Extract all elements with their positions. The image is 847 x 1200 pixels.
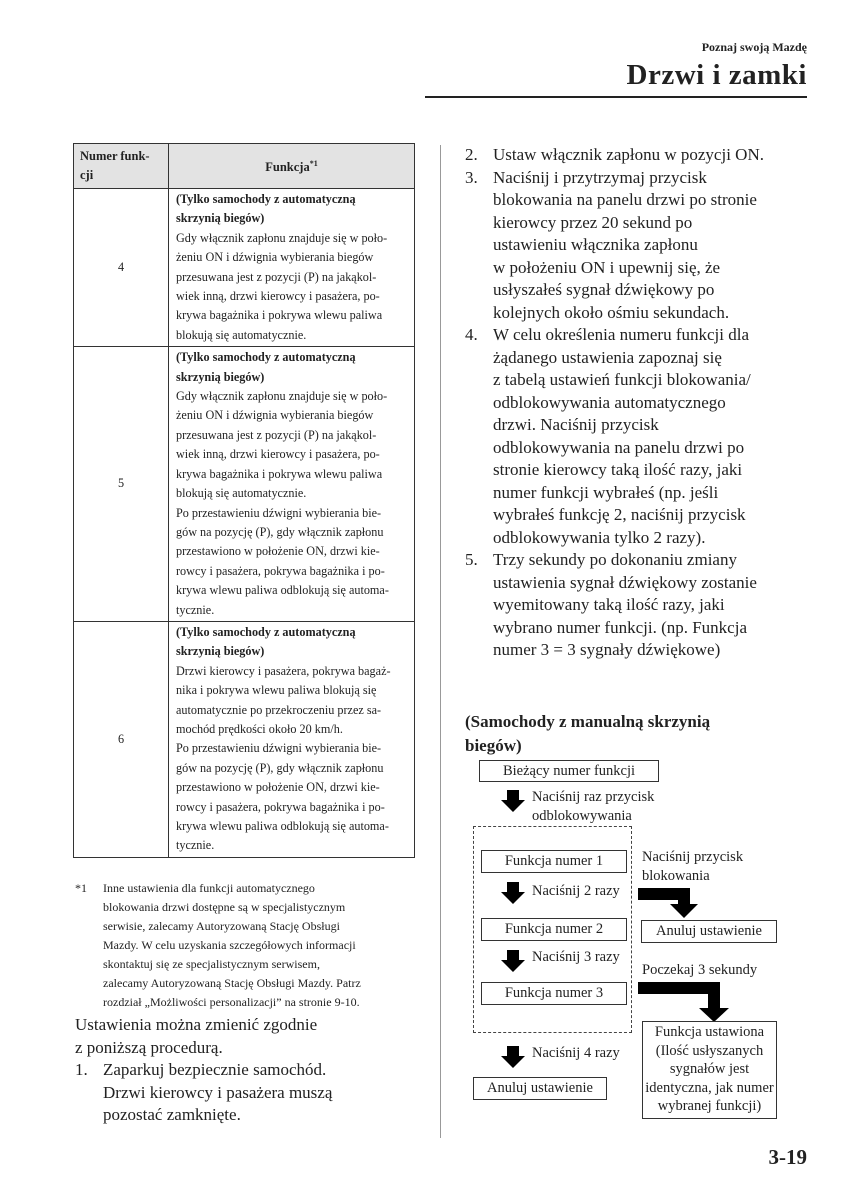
manual-heading-line: biegów) <box>465 736 522 755</box>
function-text-line: przesuwana jest z pozycji (P) na jakąkol- <box>176 269 377 284</box>
function-text-line: nika i pokrywa wlewu paliwa blokują się <box>176 683 377 698</box>
function-number: 6 <box>74 621 169 857</box>
function-set-line: Funkcja ustawiona <box>654 1024 765 1040</box>
function-text-line: tycznie. <box>176 838 215 853</box>
step-line: W celu określenia numeru funkcji dla <box>493 325 750 344</box>
step-number: 3. <box>465 167 478 187</box>
step-line: numer 3 = 3 sygnały dźwiękowe) <box>493 640 721 659</box>
function-3-box: Funkcja numer 3 <box>481 982 627 1005</box>
function-text-line: Drzwi kierowcy i pasażera, pokrywa bagaż- <box>176 663 391 678</box>
step-line: stronie kierowcy taką ilość razy, jaki <box>493 460 743 479</box>
function-heading-line: skrzynią biegów) <box>176 211 265 226</box>
step-line: wybrano numer funkcji. (np. Funkcja <box>493 617 747 637</box>
press-lock-line: blokowania <box>642 868 710 884</box>
section-label: Poznaj swoją Mazdę <box>701 40 807 54</box>
press-4-label: Naciśnij 4 razy <box>532 1045 620 1061</box>
function-text-line: rowcy i pasażera, pokrywa bagażnika i po- <box>176 799 385 814</box>
press-lock-label <box>642 848 743 886</box>
step-line: z tabelą ustawień funkcji blokowania/ <box>493 370 751 389</box>
press-3-label: Naciśnij 3 razy <box>532 949 620 965</box>
press-unlock-once-label <box>532 788 654 826</box>
arrow-bent-wait <box>638 982 729 1022</box>
step-line: wybrałeś funkcję 2, naciśnij przycisk <box>493 505 746 524</box>
function-text-line: tycznie. <box>176 602 215 617</box>
function-text-line: mochód prędkości około 20 km/h. <box>176 721 343 736</box>
page-title: Drzwi i zamki <box>626 59 807 91</box>
function-text-line: rowcy i pasażera, pokrywa bagażnika i po- <box>176 563 385 578</box>
function-text-line: krywa bagażnika i pokrywa wlewu paliwa <box>176 308 383 323</box>
function-text-line: żeniu ON i dźwignia wybierania biegów <box>176 250 374 265</box>
step-line: usłyszałeś sygnał dźwiękowy po <box>493 280 715 299</box>
function-heading-line: (Tylko samochody z automatyczną <box>176 192 356 206</box>
function-text-line: przesuwana jest z pozycji (P) na jakąkol- <box>176 427 377 442</box>
cancel-box-right: Anuluj ustawienie <box>641 920 777 943</box>
cancel-box-left: Anuluj ustawienie <box>473 1077 607 1100</box>
manual-heading-line: (Samochody z manualną skrzynią <box>465 712 711 731</box>
arrow-down-4 <box>501 1046 525 1068</box>
function-text-line: Po przestawieniu dźwigni wybierania bie- <box>176 741 382 756</box>
step-line: kierowcy przez 20 sekund po <box>493 212 693 232</box>
footnote-line: Mazdy. W celu uzyskania szczegółowych informacji <box>103 938 356 952</box>
function-text-line: krywa wlewu paliwa odblokują się automa- <box>176 583 389 598</box>
function-set-line: identyczna, jak numer <box>645 1079 774 1096</box>
function-text-line: gów na pozycję (P), gdy włącznik zapłonu <box>176 524 384 539</box>
step-line: ustawienia sygnał dźwiękowy zostanie <box>493 572 757 592</box>
function-heading-line: skrzynią biegów) <box>176 369 265 384</box>
press-2-label: Naciśnij 2 razy <box>532 883 620 899</box>
function-text-line: Po przestawieniu dźwigni wybierania bie- <box>176 505 382 520</box>
footnote-line: serwisie, zalecamy Autoryzowaną Stację Obsługi <box>103 919 340 933</box>
step-number: 1. <box>75 1060 88 1079</box>
table-header-function: Funkcja$^{*1}$ <box>169 144 415 189</box>
function-1-box: Funkcja numer 1 <box>481 850 627 873</box>
step-line: kolejnych około ośmiu sekundach. <box>493 302 730 322</box>
press-unlock-line: odblokowywania <box>532 808 632 824</box>
function-number: 4 <box>74 189 169 347</box>
step-line: Naciśnij i przytrzymaj przycisk <box>493 167 707 187</box>
step-number: 2. <box>465 145 478 164</box>
arrow-down-2 <box>501 882 525 904</box>
step-line: Ustaw włącznik zapłonu w pozycji ON. <box>493 145 764 164</box>
function-2-box: Funkcja numer 2 <box>481 918 627 941</box>
step-line: w położeniu ON i upewnij się, że <box>493 257 721 277</box>
function-text-line: Gdy włącznik zapłonu znajduje się w poło- <box>176 230 388 245</box>
arrow-down-1 <box>501 790 525 812</box>
step-line: blokowania na panelu drzwi po stronie <box>493 190 757 209</box>
arrow-down-3 <box>501 950 525 972</box>
function-number: 5 <box>74 347 169 622</box>
intro-line: z poniższą procedurą. <box>75 1037 223 1057</box>
function-set-line: wybranej funkcji) <box>657 1098 762 1114</box>
wait-3-seconds-label: Poczekaj 3 sekundy <box>642 962 758 978</box>
arrow-bent-lock <box>638 888 698 918</box>
step-number: 4. <box>465 325 478 344</box>
step-line: żądanego ustawienia zapoznaj się <box>493 347 722 367</box>
footnote-line: zalecamy Autoryzowaną Stację Obsługi Mazdy. Patrz <box>103 976 361 990</box>
function-heading-line: skrzynią biegów) <box>176 644 265 659</box>
step-line: Drzwi kierowcy i pasażera muszą <box>103 1082 333 1102</box>
function-text-line: blokują się automatycznie. <box>176 486 307 501</box>
footnote-line: rozdział „Możliwości personalizacji” na stronie 9-10. <box>103 995 360 1009</box>
function-text-line: przestawiono w położenie ON, drzwi kie- <box>176 780 380 795</box>
footnote-mark: *1 <box>75 881 87 895</box>
footnote-line: Inne ustawienia dla funkcji automatycznego <box>103 881 315 895</box>
function-text-line: wiek inną, drzwi kierowcy i pasażera, po- <box>176 289 380 304</box>
intro-line: Ustawienia można zmienić zgodnie <box>75 1015 318 1034</box>
step-line: Zaparkuj bezpiecznie samochód. <box>103 1060 327 1079</box>
function-heading-line: (Tylko samochody z automatyczną <box>176 624 356 639</box>
function-heading-line: (Tylko samochody z automatyczną <box>176 350 356 365</box>
step-line: ustawieniu włącznika zapłonu <box>493 235 698 254</box>
footnote-line: skontaktuj się ze specjalistycznym serwisem, <box>103 957 320 971</box>
function-text-line: krywa wlewu paliwa odblokują się automa- <box>176 819 389 833</box>
function-text-line: gów na pozycję (P), gdy włącznik zapłonu <box>176 760 384 775</box>
page-number: 3-19 <box>768 1145 807 1169</box>
step-line: pozostać zamknięte. <box>103 1105 241 1124</box>
press-lock-line: Naciśnij przycisk <box>642 849 744 865</box>
step-line: odblokowywania na panelu drzwi po <box>493 437 745 457</box>
function-set-box <box>642 1021 777 1119</box>
current-function-box: Bieżący numer funkcji <box>479 760 659 782</box>
step-line: wyemitowany taką ilość razy, jaki <box>493 595 725 614</box>
step-line: drzwi. Naciśnij przycisk <box>493 415 659 434</box>
function-text-line: Gdy włącznik zapłonu znajduje się w poło- <box>176 389 388 404</box>
function-text-line: krywa bagażnika i pokrywa wlewu paliwa <box>176 466 383 481</box>
function-text-line: wiek inną, drzwi kierowcy i pasażera, po- <box>176 447 380 462</box>
function-text-line: blokują się automatycznie. <box>176 327 307 342</box>
function-text-line: żeniu ON i dźwignia wybierania biegów <box>176 408 374 423</box>
function-text-line: automatycznie po przekroczeniu przez sa- <box>176 702 382 717</box>
step-line: numer funkcji wybrałeś (np. jeśli <box>493 482 719 502</box>
step-line: odblokowywania automatycznego <box>493 392 726 412</box>
footnote-line: blokowania drzwi dostępne są w specjalistycznym <box>103 900 346 914</box>
function-text-line: przestawiono w położenie ON, drzwi kie- <box>176 544 380 559</box>
press-unlock-line: Naciśnij raz przycisk <box>532 789 655 805</box>
function-set-line: sygnałów jest <box>669 1061 750 1077</box>
step-line: Trzy sekundy po dokonaniu zmiany <box>493 550 737 569</box>
step-number: 5. <box>465 550 478 569</box>
step-line: odblokowywania tylko 2 razy). <box>493 527 706 547</box>
table-header-number: Numer funk-cji <box>74 144 169 189</box>
function-set-line: (Ilość usłyszanych <box>655 1042 764 1059</box>
